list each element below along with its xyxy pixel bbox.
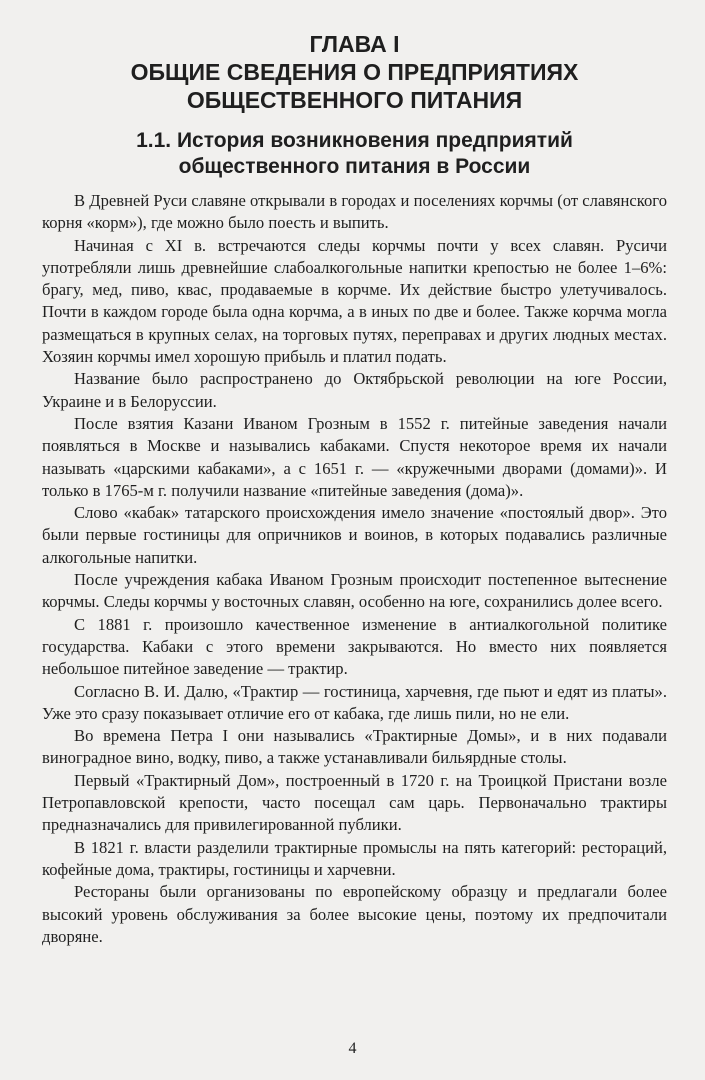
section-title-line-1: 1.1. История возникновения предприятий — [136, 129, 573, 152]
paragraph: В Древней Руси славяне открывали в городах и поселениях корчмы (от славянского корня «корм»), где можно было поесть и выпить. — [42, 191, 667, 233]
paragraph: Название было распространено до Октябрьской революции на юге России, Украине и в Белоруссии. — [42, 369, 667, 411]
chapter-title-line-2: ОБЩЕСТВЕННОГО ПИТАНИЯ — [186, 87, 523, 113]
paragraph: Слово «кабак» татарского происхождения имело значение «постоялый двор». Это были первые гостиницы для опричников и воинов, в которых подавались различные алкогольные напитки. — [42, 503, 667, 567]
chapter-title-line-1: ОБЩИЕ СВЕДЕНИЯ О ПРЕДПРИЯТИЯХ — [130, 59, 579, 85]
section-title-line-2: общественного питания в России — [178, 155, 531, 178]
paragraph: С 1881 г. произошло качественное изменение в антиалкогольной политике государства. Кабаки с этого времени закрываются. Но вместо них появляется небольшое питейное заведение — трактир. — [42, 614, 667, 679]
paragraph: Первый «Трактирный Дом», построенный в 1720 г. на Троицкой Пристани возле Петропавловской крепости, часто посещал сам царь. Первоначально трактиры предназначались для привилегированной публики. — [42, 770, 667, 835]
chapter-number: ГЛАВА I — [309, 31, 400, 57]
paragraph: Согласно В. И. Далю, «Трактир — гостиница, харчевня, где пьют и едят из платы». Уже это сразу показывает отличие его от кабака, где лишь пили, но не ели. — [42, 681, 667, 723]
paragraph: Во времена Петра I они назывались «Трактирные Домы», и в них подавали виноградное вино, водку, пиво, а также устанавливали бильярдные столы. — [42, 726, 667, 768]
page-number: 4 — [348, 1040, 357, 1057]
paragraph: После взятия Казани Иваном Грозным в 1552 г. питейные заведения начали появляться в Москве и назывались кабаками. Спустя некоторое время их начали называть «царскими кабаками», а с 1651 г. — «кружечными дворами (домами)». И только в 1765-м г. получили название «питейные заведения (дома)». — [42, 413, 667, 500]
section-heading — [42, 128, 667, 180]
chapter-heading — [42, 30, 667, 114]
paragraph: Рестораны были организованы по европейскому образцу и предлагали более высокий уровень обслуживания за более высокие цены, поэтому их предпочитали дворяне. — [42, 882, 667, 946]
paragraph: В 1821 г. власти разделили трактирные промыслы на пять категорий: рестораций, кофейные дома, трактиры, гостиницы и харчевни. — [42, 837, 667, 879]
body-text — [42, 190, 667, 948]
paragraph: Начиная с XI в. встречаются следы корчмы почти у всех славян. Русичи употребляли лишь древнейшие слабоалкогольные напитки крепостью не более 1–6%: брагу, мед, пиво, квас, продаваемые в корчме. Их действие быстро улетучивалось. Почти в каждом городе была одна корчма, а в иных по две и более. Также корчма могла размещаться в крупных селах, на торговых путях, переправах и других людных местах. Хозяин корчмы имел хорошую прибыль и платил подать. — [42, 235, 667, 367]
paragraph: После учреждения кабака Иваном Грозным происходит постепенное вытеснение корчмы. Следы корчмы у восточных славян, особенно на юге, сохранились долее всего. — [42, 570, 667, 612]
